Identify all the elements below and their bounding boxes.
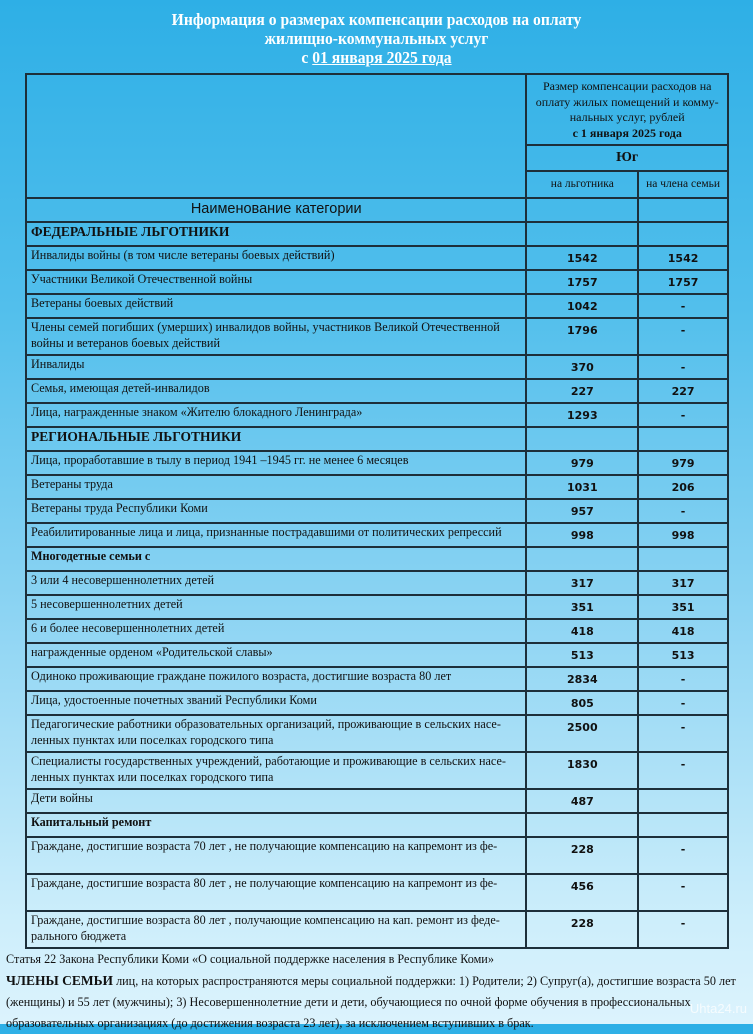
table-row — [26, 691, 728, 715]
footer-notes — [6, 949, 750, 1034]
value-family-member: - — [638, 318, 728, 355]
category-label: РЕГИОНАЛЬНЫЕ ЛЬГОТНИКИ — [26, 427, 526, 451]
value-family-member: - — [638, 667, 728, 691]
table-row — [26, 837, 728, 874]
category-label: Многодетные семьи с — [26, 547, 526, 571]
page-title — [30, 10, 723, 67]
value-family-member: - — [638, 715, 728, 752]
category-header-row — [26, 198, 728, 222]
value-beneficiary: 227 — [526, 379, 638, 403]
category-label: Граждане, достигшие возраста 80 лет , не получающие компенсацию на капремонт из фе- — [26, 874, 526, 911]
section-row — [26, 813, 728, 837]
value-beneficiary: 957 — [526, 499, 638, 523]
value-family-member: 1542 — [638, 246, 728, 270]
value-beneficiary: 998 — [526, 523, 638, 547]
category-label: Члены семей погибших (умерших) инвалидов войны, участников Великой Отечественной войны и ветеранов боевых действий — [26, 318, 526, 355]
header-empty-cell — [26, 74, 526, 198]
value-family-member: 351 — [638, 595, 728, 619]
table-row — [26, 270, 728, 294]
title-date: 01 января 2025 года — [312, 48, 452, 67]
value-family-member: 317 — [638, 571, 728, 595]
value-beneficiary: 351 — [526, 595, 638, 619]
value-family-member: - — [638, 403, 728, 427]
category-label: Педагогические работники образовательных организаций, проживающие в сельских насе-ленных пунктах или поселках городского типа — [26, 715, 526, 752]
category-label: Специалисты государственных учреждений, работающие и проживающие в сельских насе-ленных пунктах или поселках городского типа — [26, 752, 526, 789]
table-row — [26, 619, 728, 643]
category-label: Ветераны труда — [26, 475, 526, 499]
section-row — [26, 547, 728, 571]
value-beneficiary: 487 — [526, 789, 638, 813]
value-family-member: - — [638, 294, 728, 318]
value-beneficiary — [526, 427, 638, 451]
value-beneficiary: 979 — [526, 451, 638, 475]
category-label: Ветераны труда Республики Коми — [26, 499, 526, 523]
value-beneficiary: 805 — [526, 691, 638, 715]
category-label: Граждане, достигшие возраста 70 лет , не получающие компенсацию на капремонт из фе- — [26, 837, 526, 874]
value-family-member: - — [638, 911, 728, 948]
table-row — [26, 643, 728, 667]
region-header: Юг — [526, 145, 728, 171]
section-row — [26, 427, 728, 451]
value-family-member — [638, 222, 728, 246]
category-label: Лица, проработавшие в тылу в период 1941 –1945 гг. не менее 6 месяцев — [26, 451, 526, 475]
value-beneficiary — [526, 222, 638, 246]
value-family-member: 227 — [638, 379, 728, 403]
category-label: Лица, удостоенные почетных званий Республики Коми — [26, 691, 526, 715]
value-beneficiary: 1042 — [526, 294, 638, 318]
value-beneficiary — [526, 813, 638, 837]
value-beneficiary: 513 — [526, 643, 638, 667]
title-line-3: с 01 января 2025 года — [301, 48, 452, 67]
category-label: Ветераны боевых действий — [26, 294, 526, 318]
table-row — [26, 294, 728, 318]
value-beneficiary: 228 — [526, 837, 638, 874]
category-label: Участники Великой Отечественной войны — [26, 270, 526, 294]
watermark-logo: Uhta24.ru — [689, 1001, 747, 1016]
value-beneficiary: 1293 — [526, 403, 638, 427]
value-family-member: - — [638, 837, 728, 874]
table-row — [26, 403, 728, 427]
category-label: Реабилитированные лица и лица, признанные пострадавшими от политических репрессий — [26, 523, 526, 547]
family-members-note: ЧЛЕНЫ СЕМЬИ лиц, на которых распространяются меры социальной поддержки: 1) Родители; 2) Супруг(а), достигшие возраста 50 лет (женщины) и 55 лет (мужчины); 3) Несовершеннолетние дети и дети, обучающиеся по очной форме обучения в профессиональных образовательных организациях (до достижения возраста 23 лет), за исключением вступивших в брак. — [6, 973, 736, 1030]
value-beneficiary: 1031 — [526, 475, 638, 499]
category-label: Инвалиды войны (в том числе ветераны боевых действий) — [26, 246, 526, 270]
table-row — [26, 874, 728, 911]
value-family-member: - — [638, 691, 728, 715]
table-row — [26, 523, 728, 547]
value-beneficiary: 228 — [526, 911, 638, 948]
value-family-member: - — [638, 355, 728, 379]
table-row — [26, 318, 728, 355]
category-label: ФЕДЕРАЛЬНЫЕ ЛЬГОТНИКИ — [26, 222, 526, 246]
category-label: Лица, награжденные знаком «Жителю блокадного Ленинграда» — [26, 403, 526, 427]
value-family-member: - — [638, 874, 728, 911]
header-row-description — [26, 74, 728, 145]
title-line-2: жилищно-коммунальных услуг — [264, 29, 489, 48]
value-family-member — [638, 813, 728, 837]
category-label: Семья, имеющая детей-инвалидов — [26, 379, 526, 403]
value-beneficiary: 370 — [526, 355, 638, 379]
value-family-member: - — [638, 499, 728, 523]
value-beneficiary: 1757 — [526, 270, 638, 294]
table-row — [26, 667, 728, 691]
table-row — [26, 246, 728, 270]
title-line-1: Информация о размерах компенсации расходов на оплату — [171, 10, 582, 29]
category-label: Капитальный ремонт — [26, 813, 526, 837]
table-row — [26, 499, 728, 523]
category-label: Граждане, достигшие возраста 80 лет , получающие компенсацию на кап. ремонт из феде-рального бюджета — [26, 911, 526, 948]
value-family-member — [638, 789, 728, 813]
family-members-heading: ЧЛЕНЫ СЕМЬИ — [6, 973, 114, 988]
value-beneficiary: 456 — [526, 874, 638, 911]
header-description: Размер компенсации расходов на оплату жилых помещений и комму-нальных услуг, рублей с 1 января 2025 года — [526, 74, 728, 145]
table-row — [26, 752, 728, 789]
value-family-member: 1757 — [638, 270, 728, 294]
table-row — [26, 595, 728, 619]
value-beneficiary — [526, 547, 638, 571]
value-family-member — [638, 427, 728, 451]
table-row — [26, 355, 728, 379]
category-header: Наименование категории — [26, 198, 526, 222]
category-label: 3 или 4 несовершеннолетних детей — [26, 571, 526, 595]
category-label: награжденные орденом «Родительской славы» — [26, 643, 526, 667]
value-beneficiary: 418 — [526, 619, 638, 643]
table-row — [26, 715, 728, 752]
value-family-member: 513 — [638, 643, 728, 667]
col-header-beneficiary: на льготника — [526, 171, 638, 198]
law-reference: Статья 22 Закона Республики Коми «О социальной поддержке населения в Республике Коми» — [6, 952, 494, 966]
compensation-table — [25, 73, 729, 949]
value-beneficiary: 1796 — [526, 318, 638, 355]
col-header-family-member: на члена семьи — [638, 171, 728, 198]
value-family-member: 998 — [638, 523, 728, 547]
table-row — [26, 379, 728, 403]
empty-cell — [638, 198, 728, 222]
value-beneficiary: 1542 — [526, 246, 638, 270]
category-label: Инвалиды — [26, 355, 526, 379]
empty-cell — [526, 198, 638, 222]
category-label: 5 несовершеннолетних детей — [26, 595, 526, 619]
value-beneficiary: 1830 — [526, 752, 638, 789]
category-label: Дети войны — [26, 789, 526, 813]
value-family-member: 418 — [638, 619, 728, 643]
value-beneficiary: 2500 — [526, 715, 638, 752]
table-row — [26, 451, 728, 475]
header-description-date: с 1 января 2025 года — [572, 125, 682, 140]
category-label: 6 и более несовершеннолетних детей — [26, 619, 526, 643]
value-family-member: - — [638, 752, 728, 789]
value-family-member — [638, 547, 728, 571]
table-row — [26, 789, 728, 813]
category-label: Одиноко проживающие граждане пожилого возраста, достигшие возраста 80 лет — [26, 667, 526, 691]
value-beneficiary: 317 — [526, 571, 638, 595]
value-family-member: 979 — [638, 451, 728, 475]
table-row — [26, 571, 728, 595]
section-row — [26, 222, 728, 246]
table-row — [26, 911, 728, 948]
table-row — [26, 475, 728, 499]
value-family-member: 206 — [638, 475, 728, 499]
value-beneficiary: 2834 — [526, 667, 638, 691]
